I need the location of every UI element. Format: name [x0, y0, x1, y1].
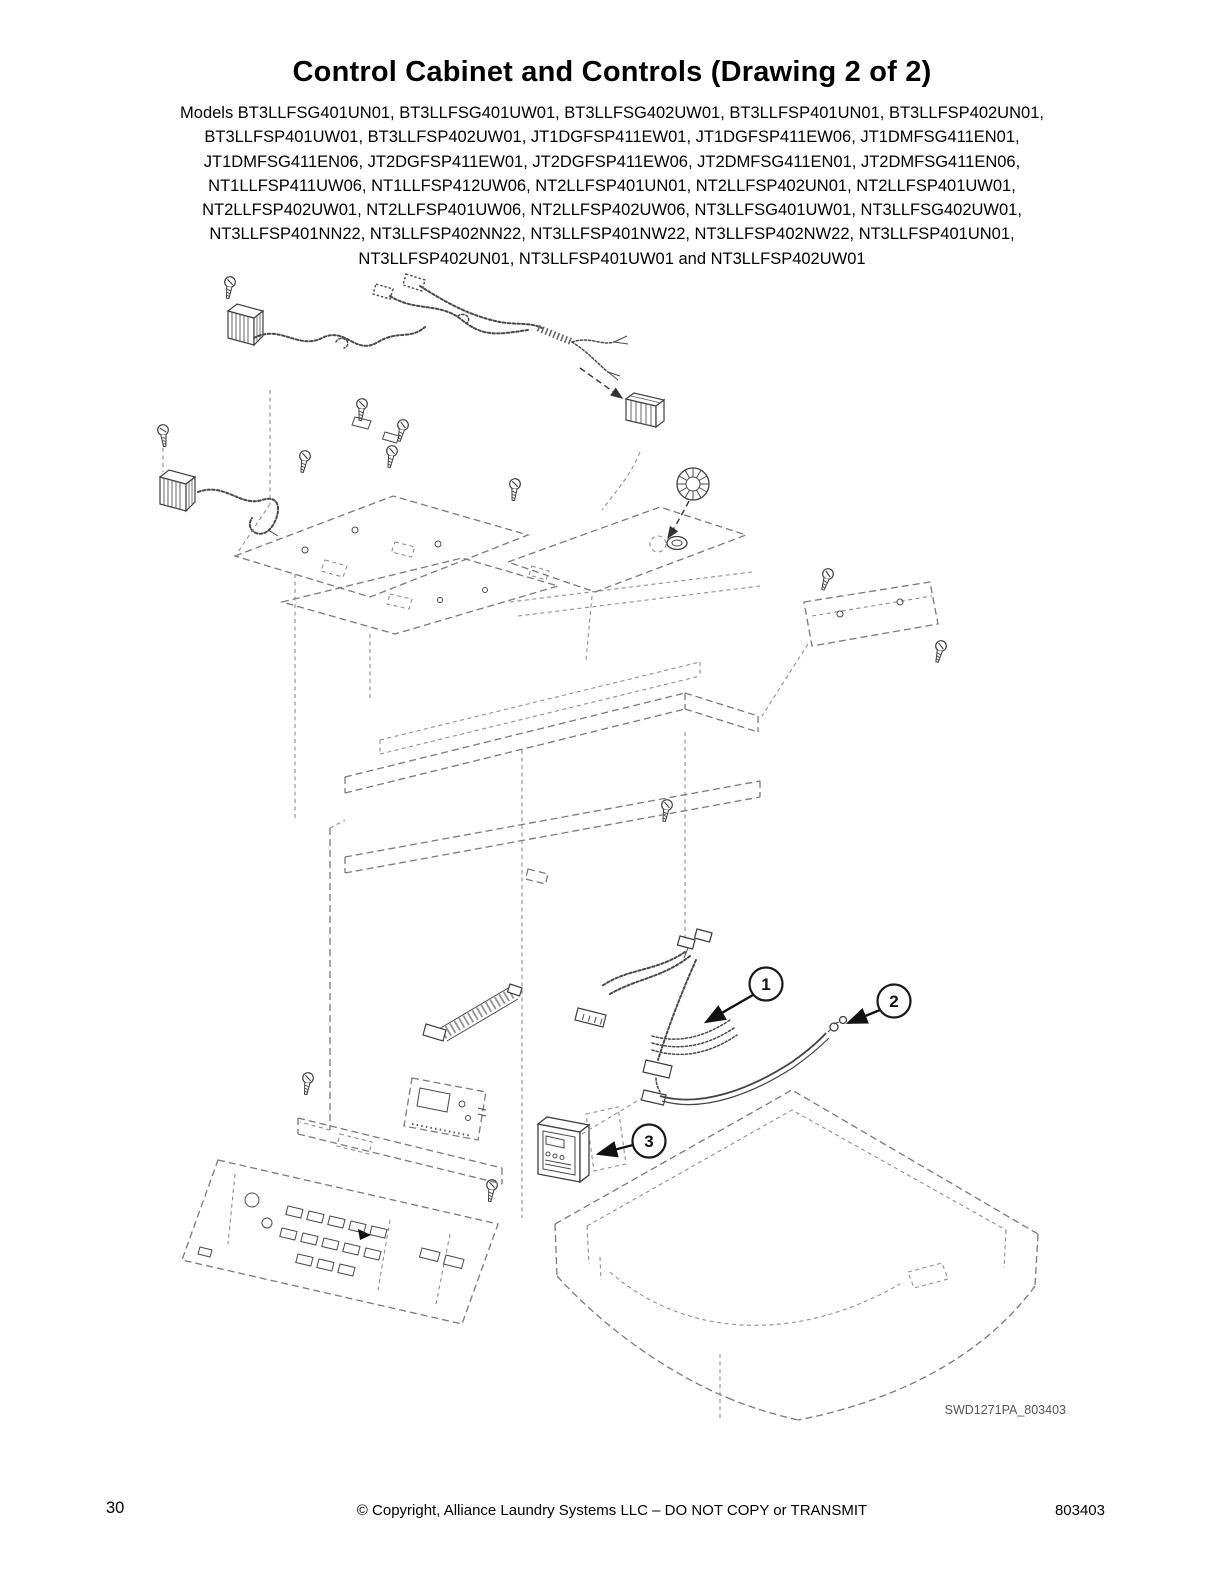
control-panel-fascia — [182, 1160, 498, 1324]
page-title: Control Cabinet and Controls (Drawing 2 of 2) — [292, 56, 932, 88]
screw-icon — [508, 478, 521, 501]
transformer-top — [228, 304, 425, 504]
doc-number: 803403 — [1054, 1502, 1105, 1519]
control-board — [404, 1078, 486, 1140]
callout-3-arrow — [598, 1145, 633, 1154]
transformer-left — [160, 448, 278, 536]
relay-contactor — [602, 393, 664, 510]
callout-3 — [598, 1125, 666, 1158]
tape-wrap — [538, 328, 572, 342]
callout-2-arrow — [848, 1010, 880, 1023]
models-line: BT3LLFSP401UW01, BT3LLFSP402UW01, JT1DGFSP411EW01, JT1DGFSP411EW06, JT1DMFSG411EN01, — [204, 128, 1020, 147]
screw-icon — [659, 799, 673, 822]
leader-grommet — [668, 501, 689, 538]
sensor-cable — [660, 1017, 847, 1105]
callout-3-number: 3 — [644, 1132, 654, 1151]
ribbon-cable — [423, 984, 522, 1041]
exploded-diagram — [140, 272, 1090, 1432]
models-line: NT1LLFSP411UW06, NT1LLFSP412UW06, NT2LLFSP401UN01, NT2LLFSP402UN01, NT2LLFSP401UW01, — [208, 176, 1016, 195]
leader-to-relay — [580, 368, 622, 398]
screws — [157, 276, 947, 1202]
callout-1-arrow — [706, 995, 753, 1022]
control-hood-trim — [508, 507, 760, 660]
screw-icon — [932, 640, 948, 664]
relay-icon — [626, 393, 664, 427]
coin-timer — [538, 1098, 642, 1182]
copyright-text: © Copyright, Alliance Laundry Systems LLC – DO NOT COPY or TRANSMIT — [356, 1502, 868, 1519]
screw-icon — [222, 276, 236, 299]
screw-icon — [300, 1072, 314, 1095]
transformer-icon — [228, 304, 263, 345]
callout-2 — [848, 985, 911, 1024]
models-list — [112, 101, 1112, 271]
models-line: NT2LLFSP402UW01, NT2LLFSP401UW06, NT2LLFSP402UW06, NT3LLFSG401UW01, NT3LLFSG402UW01, — [202, 201, 1022, 220]
page-number: 30 — [106, 1499, 125, 1517]
lower-panel-rail — [298, 1118, 502, 1184]
models-line: NT3LLFSP401NN22, NT3LLFSP402NN22, NT3LLFSP401NW22, NT3LLFSP402NW22, NT3LLFSP401UN01, — [209, 225, 1015, 244]
models-line: JT1DMFSG411EN06, JT2DGFSP411EW01, JT2DGFSP411EW06, JT2DMFSG411EN01, JT2DMFSG411EN06, — [203, 152, 1021, 171]
callout-1 — [706, 968, 783, 1023]
screw-icon — [297, 450, 311, 473]
control-hood-frame — [300, 662, 760, 1218]
connector — [403, 274, 425, 291]
ribbon-connector — [508, 984, 523, 996]
top-wiring-harness — [373, 274, 628, 398]
models-line: NT3LLFSP402UN01, NT3LLFSP401UW01 and NT3LLFSP402UW01 — [358, 249, 866, 268]
figure-reference: SWD1271PA_803403 — [944, 1403, 1066, 1417]
screw-icon — [818, 567, 835, 591]
screw-icon — [394, 419, 410, 443]
grommet — [677, 468, 709, 500]
right-mounting-bracket — [762, 582, 938, 716]
callout-1-number: 1 — [761, 975, 771, 994]
callout-2-number: 2 — [889, 992, 899, 1011]
screw-icon — [384, 445, 398, 468]
screw-icon — [157, 424, 170, 447]
transformer-icon — [160, 470, 195, 511]
cabinet-shell — [555, 1090, 1038, 1420]
control-mounting-bracket — [235, 417, 558, 818]
hole-plug — [667, 537, 687, 550]
models-line: Models BT3LLFSG401UN01, BT3LLFSG401UW01, BT3LLFSG402UW01, BT3LLFSP401UN01, BT3LLFSP402UN01, — [180, 104, 1044, 122]
